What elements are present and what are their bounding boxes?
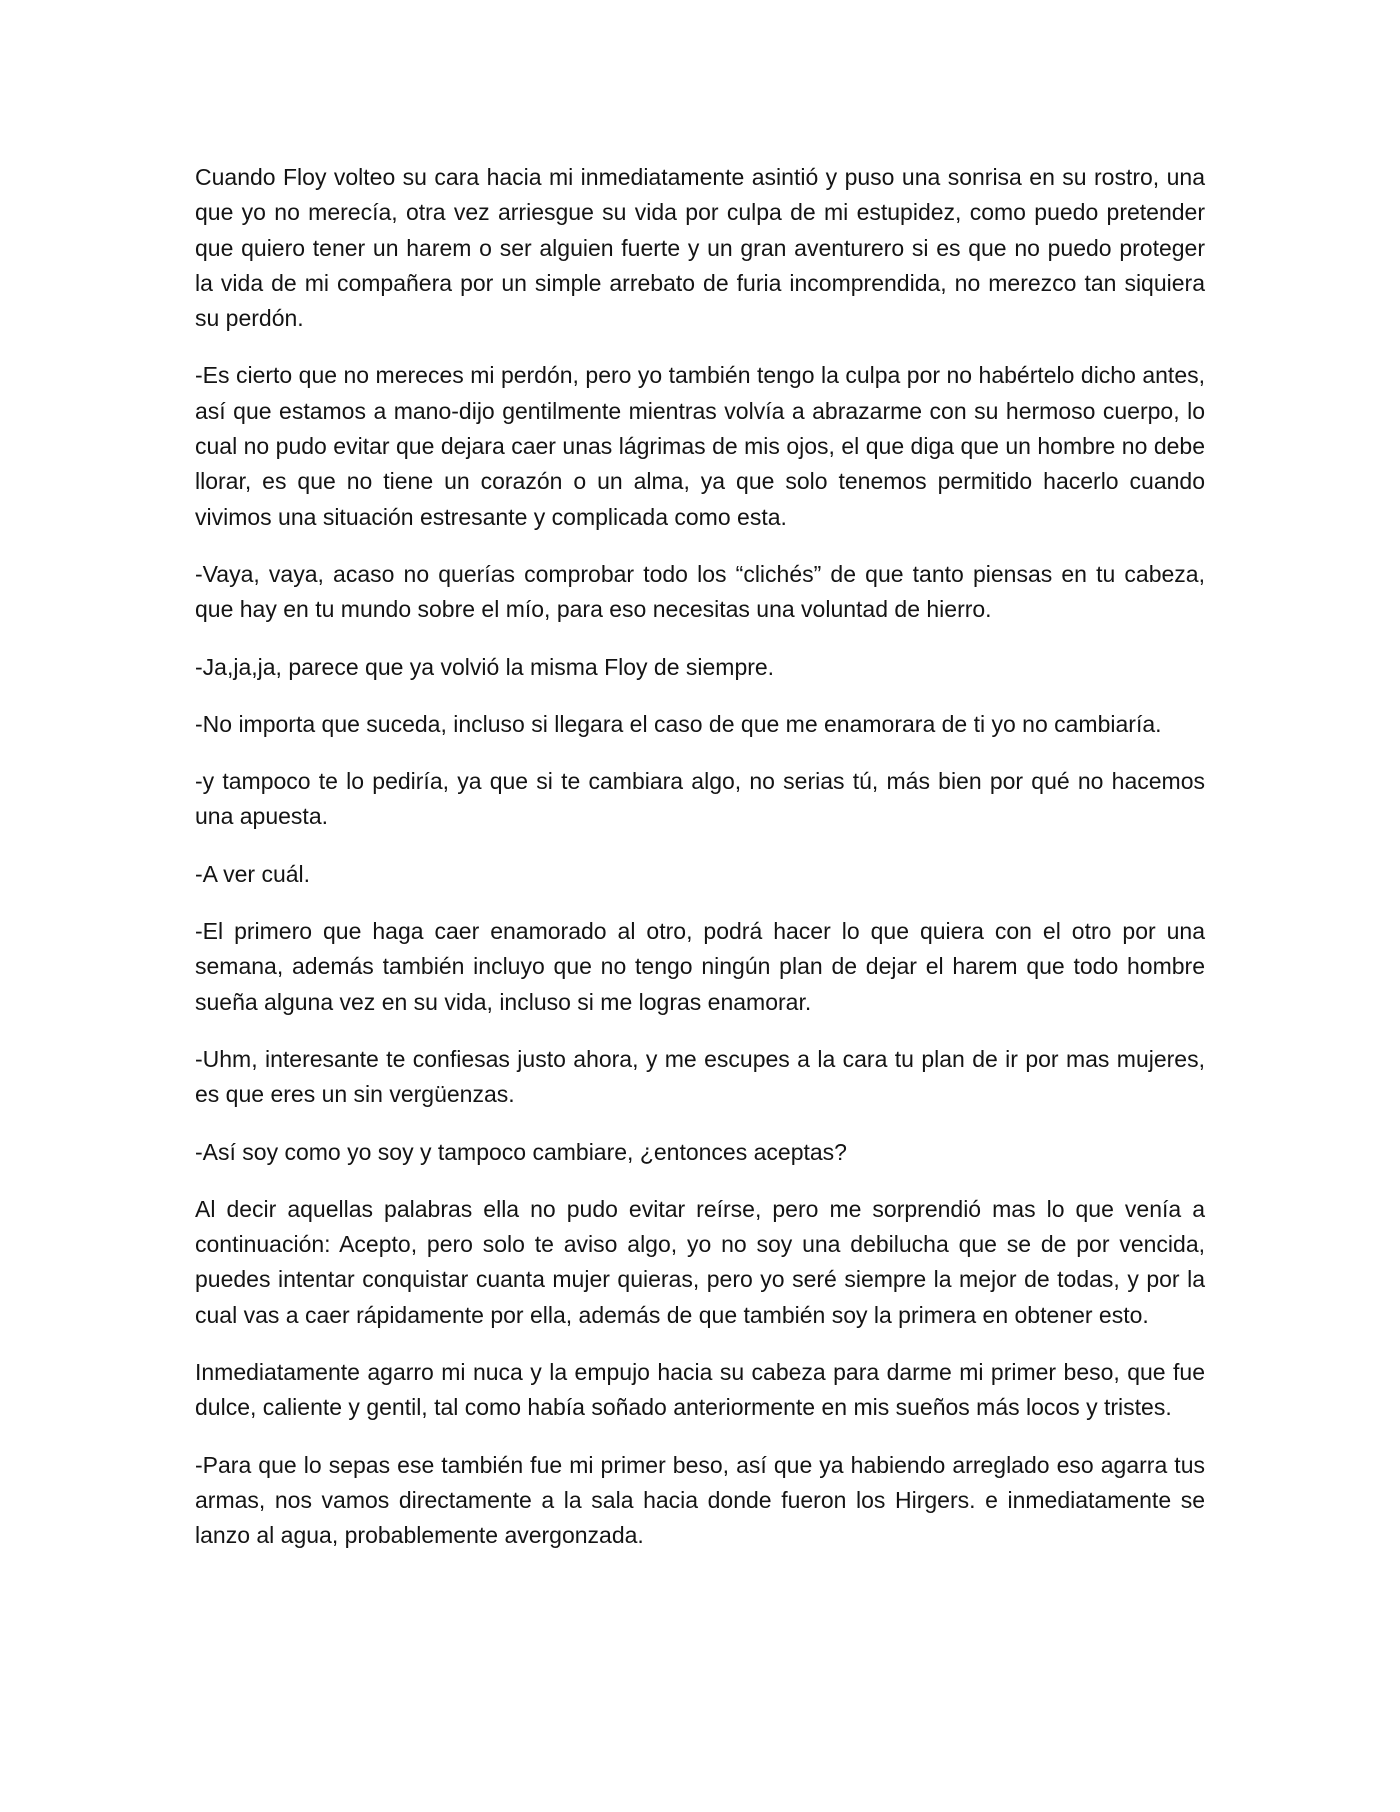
paragraph: -y tampoco te lo pediría, ya que si te cambiara algo, no serias tú, más bien por qué no hacemos una apuesta. xyxy=(195,768,1205,830)
paragraph: Inmediatamente agarro mi nuca y la empujo hacia su cabeza para darme mi primer beso, que fue dulce, caliente y gentil, tal como había soñado anteriormente en mis sueños más locos y tristes. xyxy=(195,1359,1205,1421)
document-body xyxy=(195,160,1205,1576)
paragraph: -Uhm, interesante te confiesas justo ahora, y me escupes a la cara tu plan de ir por mas mujeres, es que eres un sin vergüenzas. xyxy=(195,1045,1205,1108)
paragraph: -Así soy como yo soy y tampoco cambiare, ¿entonces aceptas? xyxy=(195,1138,847,1165)
paragraph: -Para que lo sepas ese también fue mi primer beso, así que ya habiendo arreglado eso agarra tus armas, nos vamos directamente a la sala hacia donde fueron los Hirgers. e inmediatamente se lanzo al agua, probablemente avergonzada. xyxy=(195,1451,1205,1549)
paragraph: -Es cierto que no mereces mi perdón, pero yo también tengo la culpa por no habértelo dicho antes, así que estamos a mano-dijo gentilmente mientras volvía a abrazarme con su hermoso cuerpo, lo cual no pudo evitar que dejara caer unas lágrimas de mis ojos, el que diga que un hombre no debe llorar, es que no tiene un corazón o un alma, ya que solo tenemos permitido hacerlo cuando vivimos una situación estresante y complicada como esta. xyxy=(195,362,1205,530)
paragraph: -No importa que suceda, incluso si llegara el caso de que me enamorara de ti yo no cambiaría. xyxy=(195,710,1162,737)
paragraph: Cuando Floy volteo su cara hacia mi inmediatamente asintió y puso una sonrisa en su rostro, una que yo no merecía, otra vez arriesgue su vida por culpa de mi estupidez, como puedo pretender que quiero tener un harem o ser alguien fuerte y un gran aventurero si es que no puedo proteger la vida de mi compañera por un simple arrebato de furia incomprendida, no merezco tan siquiera su perdón. xyxy=(195,164,1205,332)
paragraph: -Vaya, vaya, acaso no querías comprobar todo los “clichés” de que tanto piensas en tu cabeza, que hay en tu mundo sobre el mío, para eso necesitas una voluntad de hierro. xyxy=(195,560,1205,623)
paragraph: -El primero que haga caer enamorado al otro, podrá hacer lo que quiera con el otro por una semana, además también incluyo que no tengo ningún plan de dejar el harem que todo hombre sueña alguna vez en su vida, incluso si me logras enamorar. xyxy=(195,918,1205,1015)
paragraph: -A ver cuál. xyxy=(195,860,311,887)
paragraph: -Ja,ja,ja, parece que ya volvió la misma Floy de siempre. xyxy=(195,653,775,680)
paragraph: Al decir aquellas palabras ella no pudo evitar reírse, pero me sorprendió mas lo que venía a continuación: Acepto, pero solo te aviso algo, yo no soy una debilucha que se de por vencida, puedes intentar conquistar cuanta mujer quieras, pero yo seré siempre la mejor de todas, y por la cual vas a caer rápidamente por ella, además de que también soy la primera en obtener esto. xyxy=(195,1195,1205,1328)
